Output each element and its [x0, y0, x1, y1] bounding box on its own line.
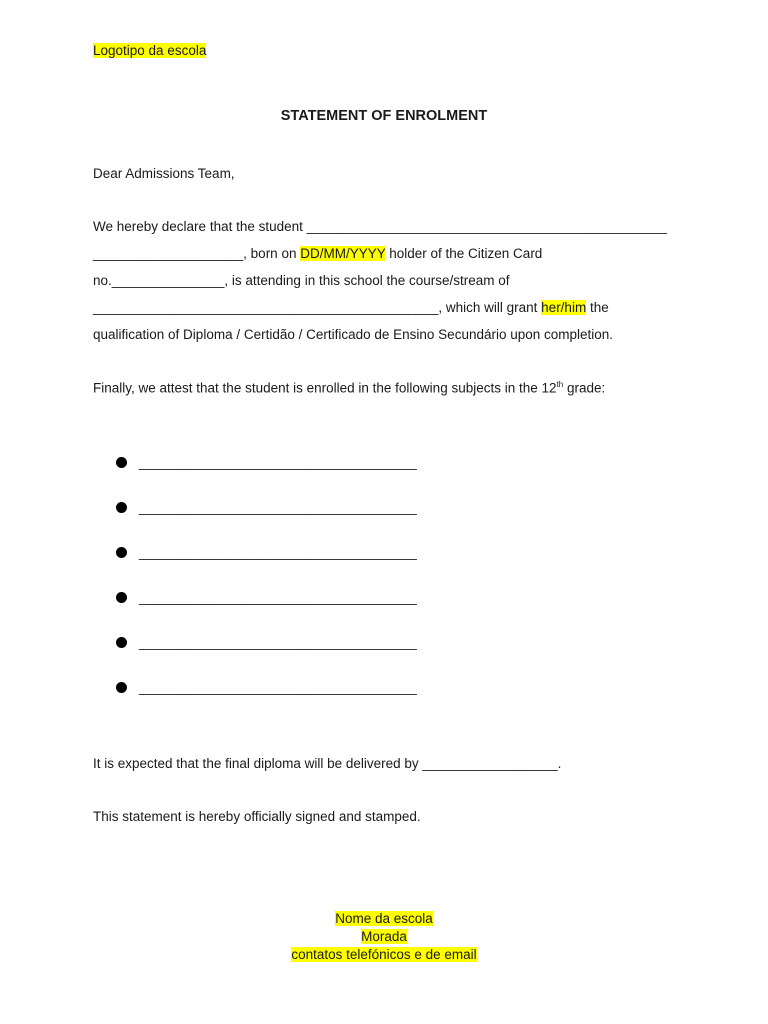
subject-blank: _____________________________________	[139, 590, 417, 605]
bullet-icon	[116, 637, 127, 648]
subject-blank: _____________________________________	[139, 680, 417, 695]
list-item	[116, 620, 417, 665]
diploma-delivery-line: It is expected that the final diploma will be delivered by __________________.	[93, 756, 562, 771]
body-line-5: qualification of Diploma / Certidão / Certificado de Ensino Secundário upon completion.	[93, 327, 614, 342]
bullet-icon	[116, 547, 127, 558]
student-name-blank: ________________________________________________	[306, 219, 668, 234]
list-item	[116, 440, 417, 485]
subject-blank: _____________________________________	[139, 500, 417, 515]
bullet-icon	[116, 502, 127, 513]
school-contacts-placeholder: contatos telefónicos e de email	[291, 947, 477, 962]
body-line-3: no._______________, is attending in this school the course/stream of	[93, 273, 510, 288]
body-text: , born on	[243, 246, 301, 261]
subjects-intro-text-end: grade:	[563, 380, 606, 396]
body-text: We hereby declare that the student	[93, 219, 307, 234]
bullet-icon	[116, 682, 127, 693]
student-name-blank-cont: ____________________	[93, 246, 244, 261]
body-text: the	[586, 300, 609, 315]
body-line-2	[93, 246, 542, 261]
logo-placeholder-text: Logotipo da escola	[93, 43, 207, 58]
birth-date-placeholder: DD/MM/YYYY	[300, 246, 386, 261]
bullet-icon	[116, 457, 127, 468]
subject-blank: _____________________________________	[139, 545, 417, 560]
signed-statement-line: This statement is hereby officially signed and stamped.	[93, 809, 421, 824]
body-text: holder of the Citizen Card	[385, 246, 543, 261]
subject-blank: _____________________________________	[139, 455, 417, 470]
body-line-4	[93, 300, 609, 315]
bullet-icon	[116, 592, 127, 603]
school-address-placeholder: Morada	[361, 929, 407, 944]
school-logo-placeholder	[93, 43, 206, 58]
course-blank: ______________________________________________	[93, 300, 439, 315]
pronoun-placeholder: her/him	[541, 300, 587, 315]
subjects-list	[116, 440, 417, 710]
ordinal-suffix: th	[556, 380, 564, 389]
subject-blank: _____________________________________	[139, 635, 417, 650]
subjects-intro	[93, 380, 605, 396]
list-item	[116, 665, 417, 710]
list-item	[116, 575, 417, 620]
list-item	[116, 485, 417, 530]
school-name-placeholder: Nome da escola	[335, 911, 433, 926]
document-title: STATEMENT OF ENROLMENT	[280, 108, 488, 124]
salutation: Dear Admissions Team,	[93, 166, 235, 181]
body-line-1	[93, 219, 667, 234]
list-item	[116, 530, 417, 575]
subjects-intro-text: Finally, we attest that the student is enrolled in the following subjects in the 12	[93, 380, 557, 396]
school-footer	[0, 910, 768, 964]
body-text: , which will grant	[438, 300, 542, 315]
